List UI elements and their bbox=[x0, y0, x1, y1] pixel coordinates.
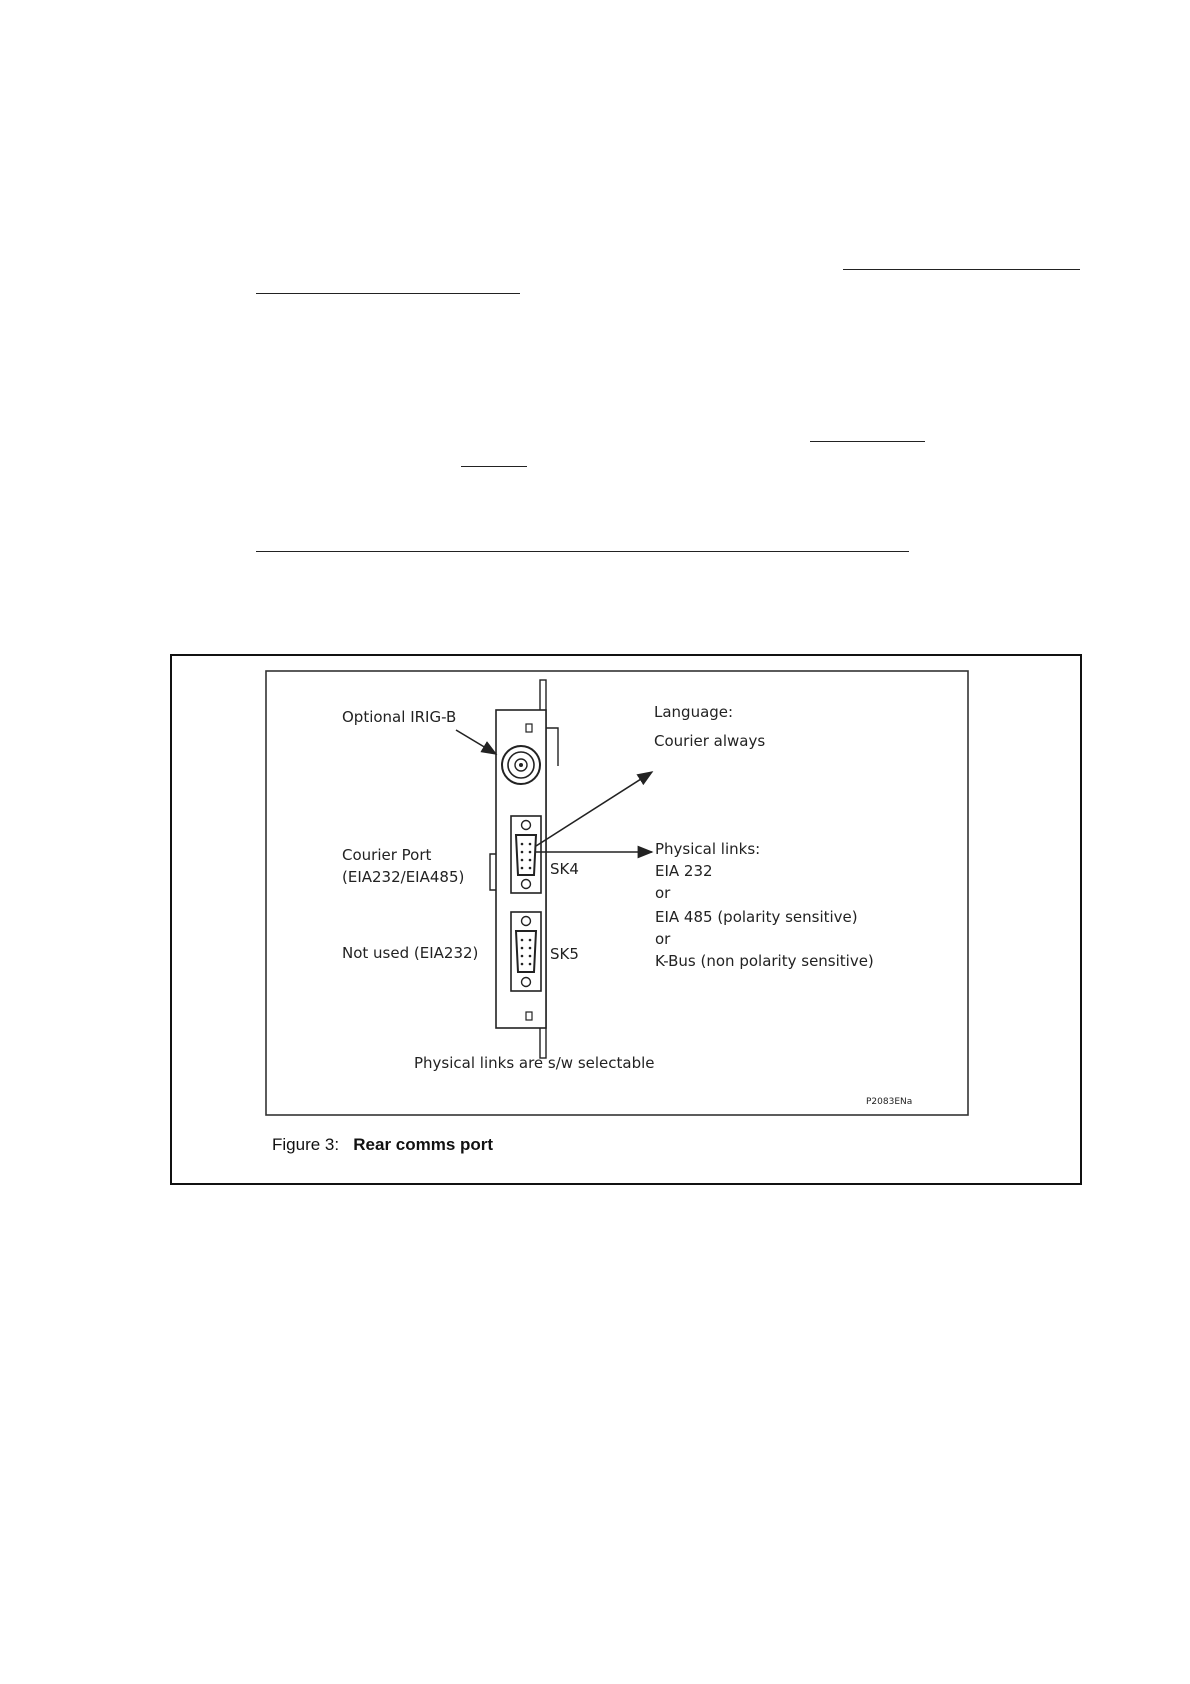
diagram-border bbox=[266, 671, 968, 1115]
courier-always-label: Courier always bbox=[654, 732, 766, 750]
caption-label: Figure 3: bbox=[272, 1135, 340, 1154]
irig-b-label: Optional IRIG-B bbox=[342, 708, 457, 726]
caption-title: Rear comms port bbox=[353, 1135, 494, 1154]
underline-rule-3 bbox=[810, 441, 925, 442]
kbus-label: K-Bus (non polarity sensitive) bbox=[655, 952, 874, 970]
rear-comms-diagram bbox=[264, 666, 972, 1122]
irig-arrow bbox=[456, 730, 496, 754]
courier-port-label: Courier Port bbox=[342, 846, 432, 864]
courier-port-sub-label: (EIA232/EIA485) bbox=[342, 868, 465, 886]
sk4-connector-icon bbox=[511, 816, 541, 893]
selectable-note: Physical links are s/w selectable bbox=[414, 1054, 655, 1072]
language-arrow bbox=[536, 772, 652, 846]
language-label: Language: bbox=[654, 703, 734, 721]
figure-reference-code: P2083ENa bbox=[866, 1097, 913, 1107]
irig-b-connector-icon bbox=[502, 746, 540, 784]
not-used-label: Not used (EIA232) bbox=[342, 944, 479, 962]
figure-caption bbox=[272, 1135, 493, 1155]
underline-rule-2 bbox=[256, 293, 520, 294]
or-label-1: or bbox=[655, 884, 671, 902]
underline-rule-1 bbox=[843, 269, 1080, 270]
underline-rule-5 bbox=[256, 551, 909, 552]
sk4-label: SK4 bbox=[550, 860, 579, 878]
physical-links-label: Physical links: bbox=[655, 840, 761, 858]
eia232-label: EIA 232 bbox=[655, 862, 713, 880]
underline-rule-4 bbox=[461, 466, 527, 467]
sk5-connector-icon bbox=[511, 912, 541, 991]
sk5-label: SK5 bbox=[550, 945, 579, 963]
eia485-label: EIA 485 (polarity sensitive) bbox=[655, 908, 858, 926]
or-label-2: or bbox=[655, 930, 671, 948]
